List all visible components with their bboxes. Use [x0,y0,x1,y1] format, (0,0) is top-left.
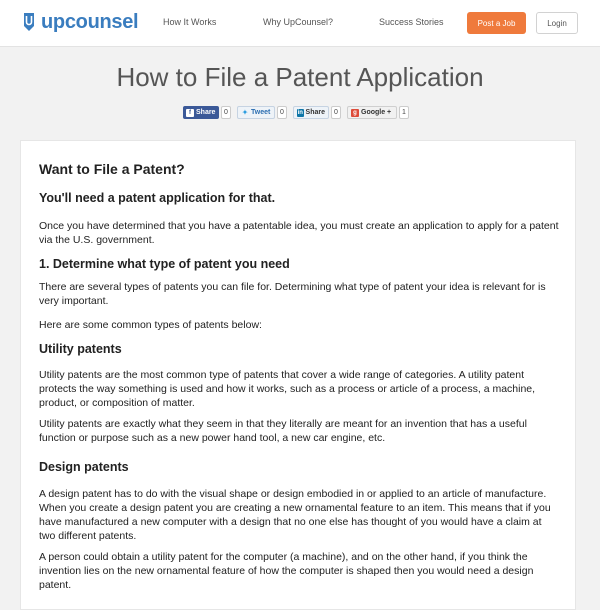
paragraph-intro: Once you have determined that you have a patentable idea, you must create an application to apply for a patent via the U.S. government. [39,220,559,246]
tweet-count: 0 [277,106,287,119]
heading-want-to-file: Want to File a Patent? [39,161,185,177]
tweet-label: Tweet [251,109,271,116]
paragraph-types: There are several types of patents you can file for. Determining what type of patent your idea is relevant for is very important. [39,281,546,307]
linkedin-share-label: Share [305,109,325,116]
linkedin-icon: in [297,109,303,116]
google-plus-label: Google + [361,109,392,116]
paragraph-design-2: A person could obtain a utility patent for the computer (a machine), and on the other hand, if you think the invention lies on the new ornamental feature of how the computer is shaped then you would need a design patent. [39,551,534,591]
facebook-share-button[interactable] [183,106,219,119]
heading-need-application: You'll need a patent application for that. [39,191,276,205]
logo-text: upcounsel [41,10,139,33]
article-card [20,140,576,610]
linkedin-share-button[interactable] [293,106,329,119]
page-title: How to File a Patent Application [116,62,484,92]
facebook-share [183,106,231,119]
google-plus-share [347,106,409,119]
linkedin-share [293,106,341,119]
facebook-share-count: 0 [221,106,231,119]
paragraph-utility-1: Utility patents are the most common type of patents that cover a wide range of categories. A utility patent protects the way something is used and how it works, such as a process or article of a process, a machine, product, or composition of matter. [39,369,536,409]
heading-utility-patents: Utility patents [39,342,122,356]
linkedin-share-count: 0 [331,106,341,119]
paragraph-utility-2: Utility patents are exactly what they seem in that they literally are meant for an invention that has a useful function or purpose such as a new power hand tool, a new car engine, etc. [39,418,527,444]
heading-design-patents: Design patents [39,460,129,474]
facebook-icon: f [186,109,194,117]
share-bar [183,106,415,119]
nav-success-stories[interactable]: Success Stories [379,17,444,27]
upcounsel-logo-icon [22,11,36,33]
google-plus-button[interactable] [347,106,397,119]
login-button[interactable]: Login [536,12,578,34]
tweet-button[interactable] [237,106,275,119]
post-a-job-button[interactable]: Post a Job [467,12,526,34]
site-header [0,0,600,47]
facebook-share-label: Share [196,109,216,116]
twitter-bird-icon: ✦ [241,108,249,117]
twitter-share [237,106,287,119]
google-plus-icon: g [351,109,359,117]
logo[interactable] [22,10,138,34]
nav-why-upcounsel[interactable]: Why UpCounsel? [263,17,334,27]
paragraph-common-types: Here are some common types of patents below: [39,319,262,331]
google-plus-count: 1 [399,106,409,119]
nav-how-it-works[interactable]: How It Works [163,17,217,27]
heading-step1: 1. Determine what type of patent you need [39,257,290,271]
paragraph-design-1: A design patent has to do with the visual shape or design embodied in or applied to an article of manufacture. When you create a design patent you are creating a new ornamental feature to an item. This means that if you have manufactured a new computer with a design that no one else has thought of you would have a claim at two different patents. [39,488,551,542]
